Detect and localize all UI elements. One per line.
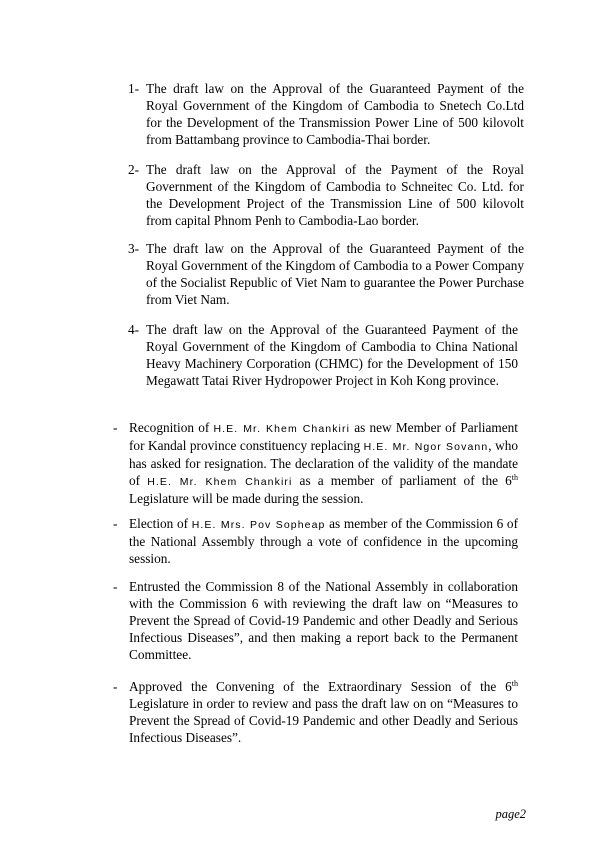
person-name: H.E. Mr. Khem Chankiri — [147, 475, 293, 488]
numbered-item-3 — [128, 241, 524, 309]
bullet-text: as a member of parliament of the 6 — [292, 472, 512, 488]
ordinal-suffix: th — [511, 679, 518, 688]
bullet-item-recognition — [113, 420, 518, 508]
bullet-dash: - — [113, 579, 118, 594]
numbered-item-2 — [128, 162, 524, 230]
ordinal-suffix: th — [511, 472, 518, 482]
item-number: 4- — [128, 322, 140, 337]
person-name: H.E. Mr. Khem Chankiri — [213, 423, 351, 435]
person-name: H.E. Mr. Ngor Sovann — [363, 440, 489, 453]
numbered-item-1 — [128, 81, 524, 149]
item-text: The draft law on the Approval of the Payment of the Royal Government of the Kingdom of Cambodia to Schneitec Co. Ltd. for the Development Project of the Transmission Line of 500 kilovolt from capital Phnom Penh to Cambodia-Lao border. — [146, 162, 524, 228]
bullet-item-election — [113, 516, 518, 568]
item-text: The draft law on the Approval of the Guaranteed Payment of the Royal Government of the Kingdom of Cambodia to Snetech Co.Ltd for the Development of the Transmission Power Line of 500 kilovolt from Battambang province to Cambodia-Thai border. — [146, 81, 524, 147]
item-number: 1- — [128, 81, 140, 96]
bullet-dash: - — [113, 420, 118, 435]
bullet-text: Approved the Convening of the Extraordinary Session of the 6 — [129, 679, 512, 694]
bullet-text: Legislature will be made during the session. — [129, 490, 364, 506]
bullet-text: as member of the Commission 6 of the National Assembly through a vote of confidence in the upcoming session. — [129, 516, 518, 566]
bullet-text: Legislature in order to review and pass the draft law on on “Measures to Prevent the Spread of Covid-19 Pandemic and other Deadly and Serious Infectious Diseases”. — [129, 695, 518, 745]
bullet-text: Recognition of — [129, 420, 214, 435]
item-number: 3- — [128, 241, 140, 256]
bullet-dash: - — [113, 679, 118, 694]
item-number: 2- — [128, 162, 140, 177]
numbered-item-4 — [128, 322, 518, 390]
bullet-item-approved — [113, 679, 518, 747]
bullet-text: Election of — [129, 516, 192, 531]
person-name: H.E. Mrs. Pov Sopheap — [191, 519, 326, 531]
page-number: page2 — [495, 807, 526, 821]
bullet-text: Entrusted the Commission 8 of the National Assembly in collaboration with the Commission 6 with reviewing the draft law on “Measures to Prevent the Spread of Covid-19 Pandemic and other Deadly and Serious Infectious Diseases”, and then making a report back to the Permanent Committee. — [129, 579, 518, 662]
item-text: The draft law on the Approval of the Guaranteed Payment of the Royal Government of the Kingdom of Cambodia to a Power Company of the Socialist Republic of Viet Nam to guarantee the Power Purchase from Viet Nam. — [146, 241, 524, 307]
bullet-text: , who has asked for resignation. The declaration of the validity of the mandate of — [129, 437, 518, 488]
bullet-item-entrusted — [113, 579, 518, 664]
bullet-text: as new Member of Parliament for Kandal province constituency replacing — [129, 420, 518, 453]
item-text: The draft law on the Approval of the Guaranteed Payment of the Royal Government of the Kingdom of Cambodia to China National Heavy Machinery Corporation (CHMC) for the Development of 150 Megawatt Tatai River Hydropower Project in Koh Kong province. — [146, 322, 518, 388]
bullet-dash: - — [113, 516, 118, 531]
